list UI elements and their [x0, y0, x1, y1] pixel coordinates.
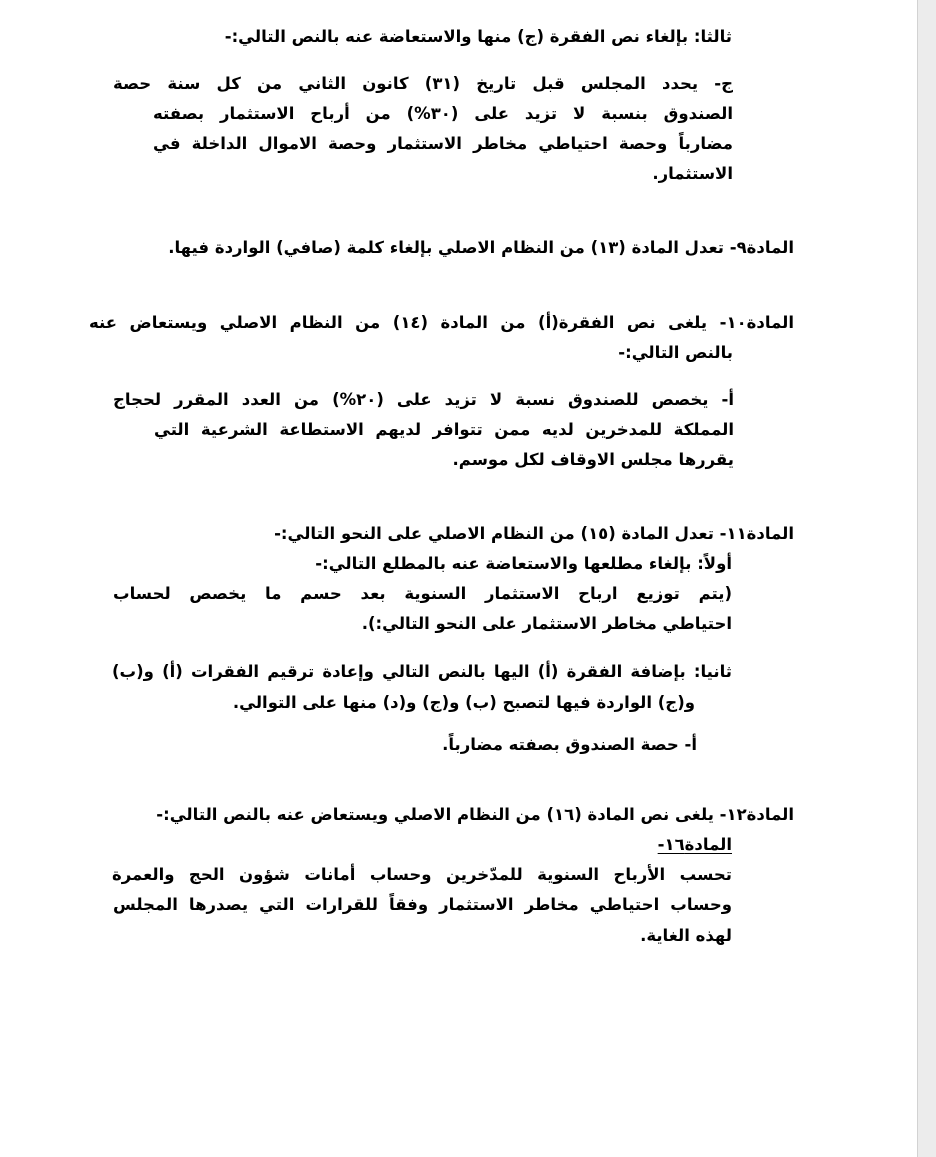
document-line: تحسب الأرباح السنوية للمدّخرين وحساب أمانات شؤون الحج والعمرة — [112, 865, 732, 884]
document-line: المادة١٦- — [657, 835, 732, 854]
document-line: المادة١١- تعدل المادة (١٥) من النظام الاصلي على النحو التالي:- — [274, 524, 794, 543]
document-line: المادة١٢- يلغى نص المادة (١٦) من النظام الاصلي ويستعاض عنه بالنص التالي:- — [156, 805, 794, 824]
document-line: الصندوق بنسبة لا تزيد على (٣٠%) من أرباح الاستثمار بصفته — [153, 104, 733, 123]
document-line: مضارباً وحصة احتياطي مخاطر الاستثمار وحصة الاموال الداخلة في — [153, 134, 733, 153]
document-line: ثانيا: بإضافة الفقرة (أ) اليها بالنص التالي وإعادة ترقيم الفقرات (أ) و(ب) — [112, 662, 732, 681]
document-line: احتياطي مخاطر الاستثمار على النحو التالي:). — [361, 614, 732, 633]
document-line: وحساب احتياطي مخاطر الاستثمار وفقاً للقرارات التي يصدرها المجلس — [113, 895, 732, 914]
document-line: ثالثا: بإلغاء نص الفقرة (ج) منها والاستعاضة عنه بالنص التالي:- — [224, 27, 732, 46]
document-line: لهذه الغاية. — [640, 926, 732, 945]
document-line: المادة٩- تعدل المادة (١٣) من النظام الاصلي بإلغاء كلمة (صافي) الواردة فيها. — [168, 238, 794, 257]
document-line: ج- يحدد المجلس قبل تاريخ (٣١) كانون الثاني من كل سنة حصة — [113, 74, 733, 93]
scrollbar-track[interactable] — [917, 0, 936, 1157]
document-line: (يتم توزيع ارباح الاستثمار السنوية بعد حسم ما يخصص لحساب — [113, 584, 732, 603]
document-line: و(ج) الواردة فيها لتصبح (ب) و(ج) و(د) منها على التوالي. — [232, 693, 695, 712]
document-line: أولاً: بإلغاء مطلعها والاستعاضة عنه بالمطلع التالي:- — [315, 554, 732, 573]
document-line: بالنص التالي:- — [618, 343, 733, 362]
document-line: الاستثمار. — [652, 164, 733, 183]
document-line: المملكة للمدخرين لديه ممن تتوافر لديهم الاستطاعة الشرعية التي — [154, 420, 734, 439]
document-line: أ- حصة الصندوق بصفته مضارباً. — [442, 735, 697, 754]
document-line: يقررها مجلس الاوقاف لكل موسم. — [452, 450, 734, 469]
document-line: المادة١٠- يلغى نص الفقرة(أ) من المادة (١٤) من النظام الاصلي ويستعاض عنه — [89, 313, 794, 332]
document-line: أ- يخصص للصندوق نسبة لا تزيد على (٢٠%) من العدد المقرر لحجاج — [113, 390, 734, 409]
